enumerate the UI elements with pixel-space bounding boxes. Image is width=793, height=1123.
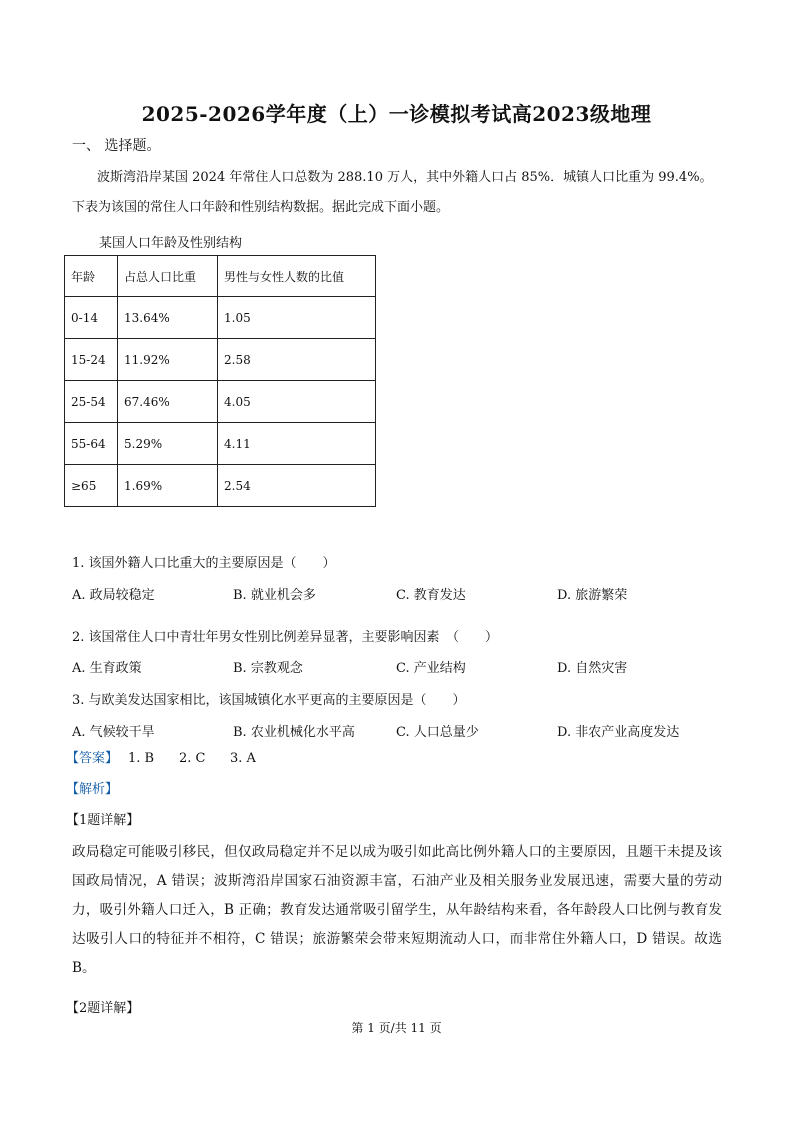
question-3-option-c: C. 人口总量少 (396, 725, 479, 740)
page-title: 2025-2026学年度（上）一诊模拟考试高2023级地理 (141, 102, 652, 126)
share-cell: 5.29% (118, 423, 218, 465)
answer-1: 1. B (128, 751, 155, 766)
question-1-stem: 1. 该国外籍人口比重大的主要原因是（ ） (72, 556, 336, 571)
answer-3: 3. A (230, 751, 256, 766)
table-row (65, 381, 376, 423)
share-cell: 67.46% (118, 381, 218, 423)
table-row (65, 423, 376, 465)
ratio-cell: 4.05 (218, 381, 376, 423)
question-3-option-a: A. 气候较干旱 (72, 725, 155, 740)
header-cell: 年龄 (65, 256, 118, 297)
question-3-option-d: D. 非农产业高度发达 (557, 725, 680, 740)
age-cell: 0-14 (65, 297, 118, 339)
age-cell: ≥65 (65, 465, 118, 507)
table-row (65, 465, 376, 507)
share-cell: 13.64% (118, 297, 218, 339)
question-2-option-d: D. 自然灾害 (557, 661, 628, 676)
question-2-stem: 2. 该国常住人口中青壮年男女性别比例差异显著，主要影响因素 （ ） (72, 630, 499, 645)
detail-2-heading: 【2题详解】 (66, 1001, 140, 1016)
question-2-option-c: C. 产业结构 (396, 661, 466, 676)
detail-1-heading: 【1题详解】 (66, 813, 140, 828)
answer-label: 【答案】 (66, 751, 119, 766)
table-row (65, 297, 376, 339)
question-2-option-a: A. 生育政策 (72, 661, 142, 676)
age-cell: 25-54 (65, 381, 118, 423)
share-cell: 11.92% (118, 339, 218, 381)
age-cell: 15-24 (65, 339, 118, 381)
question-1-option-a: A. 政局较稳定 (72, 588, 155, 603)
header-cell: 占总人口比重 (118, 256, 218, 297)
header-cell: 男性与女性人数的比值 (218, 256, 376, 297)
table-row (65, 339, 376, 381)
question-1-option-d: D. 旅游繁荣 (557, 588, 628, 603)
answer-2: 2. C (179, 751, 206, 766)
analysis-label: 【解析】 (66, 782, 119, 797)
question-3-option-b: B. 农业机械化水平高 (233, 725, 355, 740)
ratio-cell: 1.05 (218, 297, 376, 339)
page-footer: 第 1 页/共 11 页 (351, 1021, 442, 1035)
intro-line-1: 波斯湾沿岸某国 2024 年常住人口总数为 288.10 万人，其中外籍人口占 85%．城镇人口比重为 99.4%。 (97, 170, 713, 185)
age-cell: 55-64 (65, 423, 118, 465)
section-heading: 一、 选择题。 (72, 138, 161, 154)
question-1-option-c: C. 教育发达 (396, 588, 466, 603)
population-table (64, 255, 376, 507)
share-cell: 1.69% (118, 465, 218, 507)
ratio-cell: 4.11 (218, 423, 376, 465)
intro-line-2: 下表为该国的常住人口年龄和性别结构数据。据此完成下面小题。 (72, 200, 450, 215)
ratio-cell: 2.58 (218, 339, 376, 381)
table-header-row (65, 256, 376, 297)
question-3-stem: 3. 与欧美发达国家相比，该国城镇化水平更高的主要原因是（ ） (72, 693, 466, 708)
question-1-option-b: B. 就业机会多 (233, 588, 316, 603)
question-2-option-b: B. 宗教观念 (233, 661, 303, 676)
ratio-cell: 2.54 (218, 465, 376, 507)
detail-1-text: 政局稳定可能吸引移民，但仅政局稳定并不足以成为吸引如此高比例外籍人口的主要原因，且题干未提及该国政局情况，A 错误；波斯湾沿岸国家石油资源丰富，石油产业及相关服务业发展迅速，需要大量的劳动力，吸引外籍人口迁入，B 正确；教育发达通常吸引留学生，从年龄结构来看，各年龄段人口比例与教育发达吸引人口的特征并不相符，C 错误；旅游繁荣会带来短期流动人口，而非常住外籍人口，D 错误。故选 B。 (72, 844, 722, 976)
table-caption: 某国人口年龄及性别结构 (99, 236, 243, 251)
